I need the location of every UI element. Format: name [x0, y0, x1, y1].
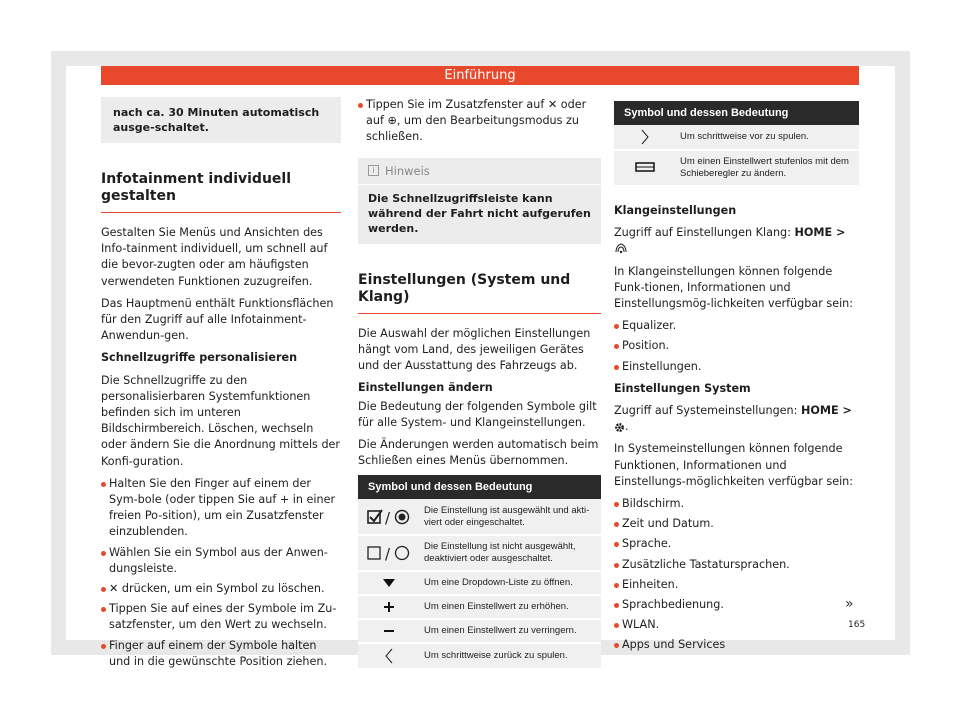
- paragraph: Gestalten Sie Menüs und Ansichten des Info-tainment individuell, um schnell auf die bevor-zugten oder am häufigsten verwendeten Funktionen zuzugreifen.: [101, 226, 328, 288]
- list-item: Sprachbedienung.: [614, 597, 859, 613]
- path-home: HOME >: [800, 404, 852, 418]
- plus-icon: [358, 595, 420, 619]
- note-box: nach ca. 30 Minuten automatisch ausge-schaltet.: [101, 97, 341, 143]
- text: Zugriff auf Einstellungen Klang:: [614, 226, 795, 240]
- path-home: HOME >: [794, 226, 846, 240]
- hint-text: Die Schnellzugriffsleiste kann während der Fahrt nicht aufgerufen werden.: [368, 191, 591, 235]
- paragraph-klang-access: [614, 225, 859, 257]
- table-row: [614, 150, 859, 186]
- table-header: Symbol und dessen Bedeutung: [358, 475, 601, 499]
- bullet-list: [101, 476, 341, 670]
- table-row: [358, 619, 601, 643]
- page-number: 165: [848, 620, 866, 630]
- table-cell: Um eine Dropdown-Liste zu öffnen.: [420, 571, 601, 595]
- list-item: Bildschirm.: [614, 496, 859, 512]
- paragraph: Die Schnellzugriffe zu den personalisierbaren Systemfunktionen befinden sich im unteren Bildschirmbereich. Löschen, wechseln oder ändern Sie die Anordnung mittels der Konfi-guration.: [101, 373, 341, 468]
- list-item: Apps und Services: [614, 637, 859, 653]
- paragraph: Die Bedeutung der folgenden Symbole gilt für alle System- und Klangeinstellungen.: [358, 399, 597, 429]
- chapter-header: Einführung: [101, 66, 859, 85]
- continue-marker: »: [845, 596, 854, 612]
- table-row: [614, 125, 859, 150]
- period: .: [625, 420, 629, 434]
- table-row: [358, 499, 601, 535]
- column-1: [101, 97, 341, 674]
- list-item: ✕ drücken, um ein Symbol zu löschen.: [101, 581, 341, 597]
- paragraph: Das Hauptmenü enthält Funktionsflächen für den Zugriff auf alle Infotainment-Anwendun-gen.: [101, 296, 334, 343]
- symbol-table: [614, 101, 859, 187]
- column-2: [358, 97, 601, 674]
- gear-icon: [614, 422, 625, 433]
- chevron-left-icon: [358, 643, 420, 669]
- chevron-right-icon: [614, 125, 676, 150]
- table-cell: Um einen Einstellwert stufenlos mit dem Schieberegler zu ändern.: [676, 150, 859, 186]
- checkbox-checked-icon: [358, 499, 420, 535]
- info-icon: i: [368, 165, 379, 176]
- table-cell: Die Einstellung ist ausgewählt und akti-viert oder eingeschaltet.: [420, 499, 601, 535]
- subheading-einstellungen-system: Einstellungen System: [614, 381, 751, 395]
- subheading-einstellungen-aendern: Einstellungen ändern: [358, 381, 493, 395]
- paragraph: In Klangeinstellungen können folgende Funk-tionen, Informationen und Einstellungsmög-lichkeiten verfügbar sein:: [614, 264, 854, 311]
- table-cell: Um einen Einstellwert zu verringern.: [420, 619, 601, 643]
- checkbox-unchecked-icon: [358, 535, 420, 571]
- list-item: Zusätzliche Tastatursprachen.: [614, 557, 859, 573]
- table-row: [358, 643, 601, 669]
- table-row: [358, 571, 601, 595]
- hint-box: [358, 158, 601, 244]
- table-row: [358, 535, 601, 571]
- list-item: Sprache.: [614, 536, 859, 552]
- list-item: Tippen Sie im Zusatzfenster auf ✕ oder auf ⊕, um den Bearbeitungsmodus zu schließen.: [358, 97, 601, 146]
- hint-header: [358, 158, 601, 185]
- paragraph: Die Änderungen werden automatisch beim Schließen eines Menüs übernommen.: [358, 438, 599, 468]
- list-item: Einheiten.: [614, 577, 859, 593]
- paragraph: In Systemeinstellungen können folgende Funktionen, Informationen und Einstellungs-möglichkeiten verfügbar sein:: [614, 442, 854, 488]
- symbol-table: [358, 475, 601, 670]
- table-cell: Um schrittweise zurück zu spulen.: [420, 643, 601, 669]
- table-row: [358, 595, 601, 619]
- paragraph: Die Auswahl der möglichen Einstellungen hängt vom Land, des jeweiligen Gerätes und der Ausstattung des Fahrzeugs ab.: [358, 326, 591, 373]
- svg-text:/: /: [385, 508, 391, 526]
- hint-title: Hinweis: [385, 163, 430, 178]
- table-cell: Um einen Einstellwert zu erhöhen.: [420, 595, 601, 619]
- sound-icon: [614, 243, 628, 255]
- section-heading-einstellungen: Einstellungen (System und Klang): [358, 272, 601, 314]
- dropdown-triangle-icon: [358, 571, 420, 595]
- svg-text:/: /: [385, 545, 391, 563]
- list-item: Finger auf einem der Symbole halten und in die gewünschte Position ziehen.: [101, 638, 341, 670]
- text: Zugriff auf Systemeinstellungen:: [614, 404, 801, 418]
- table-header: Symbol und dessen Bedeutung: [614, 101, 859, 125]
- section-heading-infotainment: Infotainment individuell gestalten: [101, 171, 341, 213]
- paragraph-system-access: [614, 403, 859, 435]
- bullet-list: [614, 496, 859, 654]
- bullet-list: [358, 97, 601, 146]
- subheading-klangeinstellungen: Klangeinstellungen: [614, 204, 737, 217]
- list-item: Equalizer.: [614, 318, 859, 334]
- list-item: Tippen Sie auf eines der Symbole im Zu-satzfenster, um den Wert zu wechseln.: [101, 601, 341, 633]
- list-item: Wählen Sie ein Symbol aus der Anwen-dungsleiste.: [101, 545, 341, 577]
- list-item: Einstellungen.: [614, 359, 859, 375]
- slider-icon: [614, 150, 676, 186]
- minus-icon: [358, 619, 420, 643]
- list-item: Zeit und Datum.: [614, 516, 859, 532]
- list-item: WLAN.: [614, 617, 859, 633]
- subheading-schnellzugriffe: Schnellzugriffe personalisieren: [101, 351, 298, 365]
- column-3: [614, 101, 859, 658]
- list-item: Position.: [614, 338, 859, 354]
- bullet-list: [614, 318, 859, 375]
- list-item: Halten Sie den Finger auf einem der Sym-bole (oder tippen Sie auf + in einer freien Po-sition), um ein Zusatzfenster einzublenden.: [101, 476, 341, 541]
- table-cell: Die Einstellung ist nicht ausgewählt, deaktiviert oder ausgeschaltet.: [420, 535, 601, 571]
- table-cell: Um schrittweise vor zu spulen.: [676, 125, 859, 150]
